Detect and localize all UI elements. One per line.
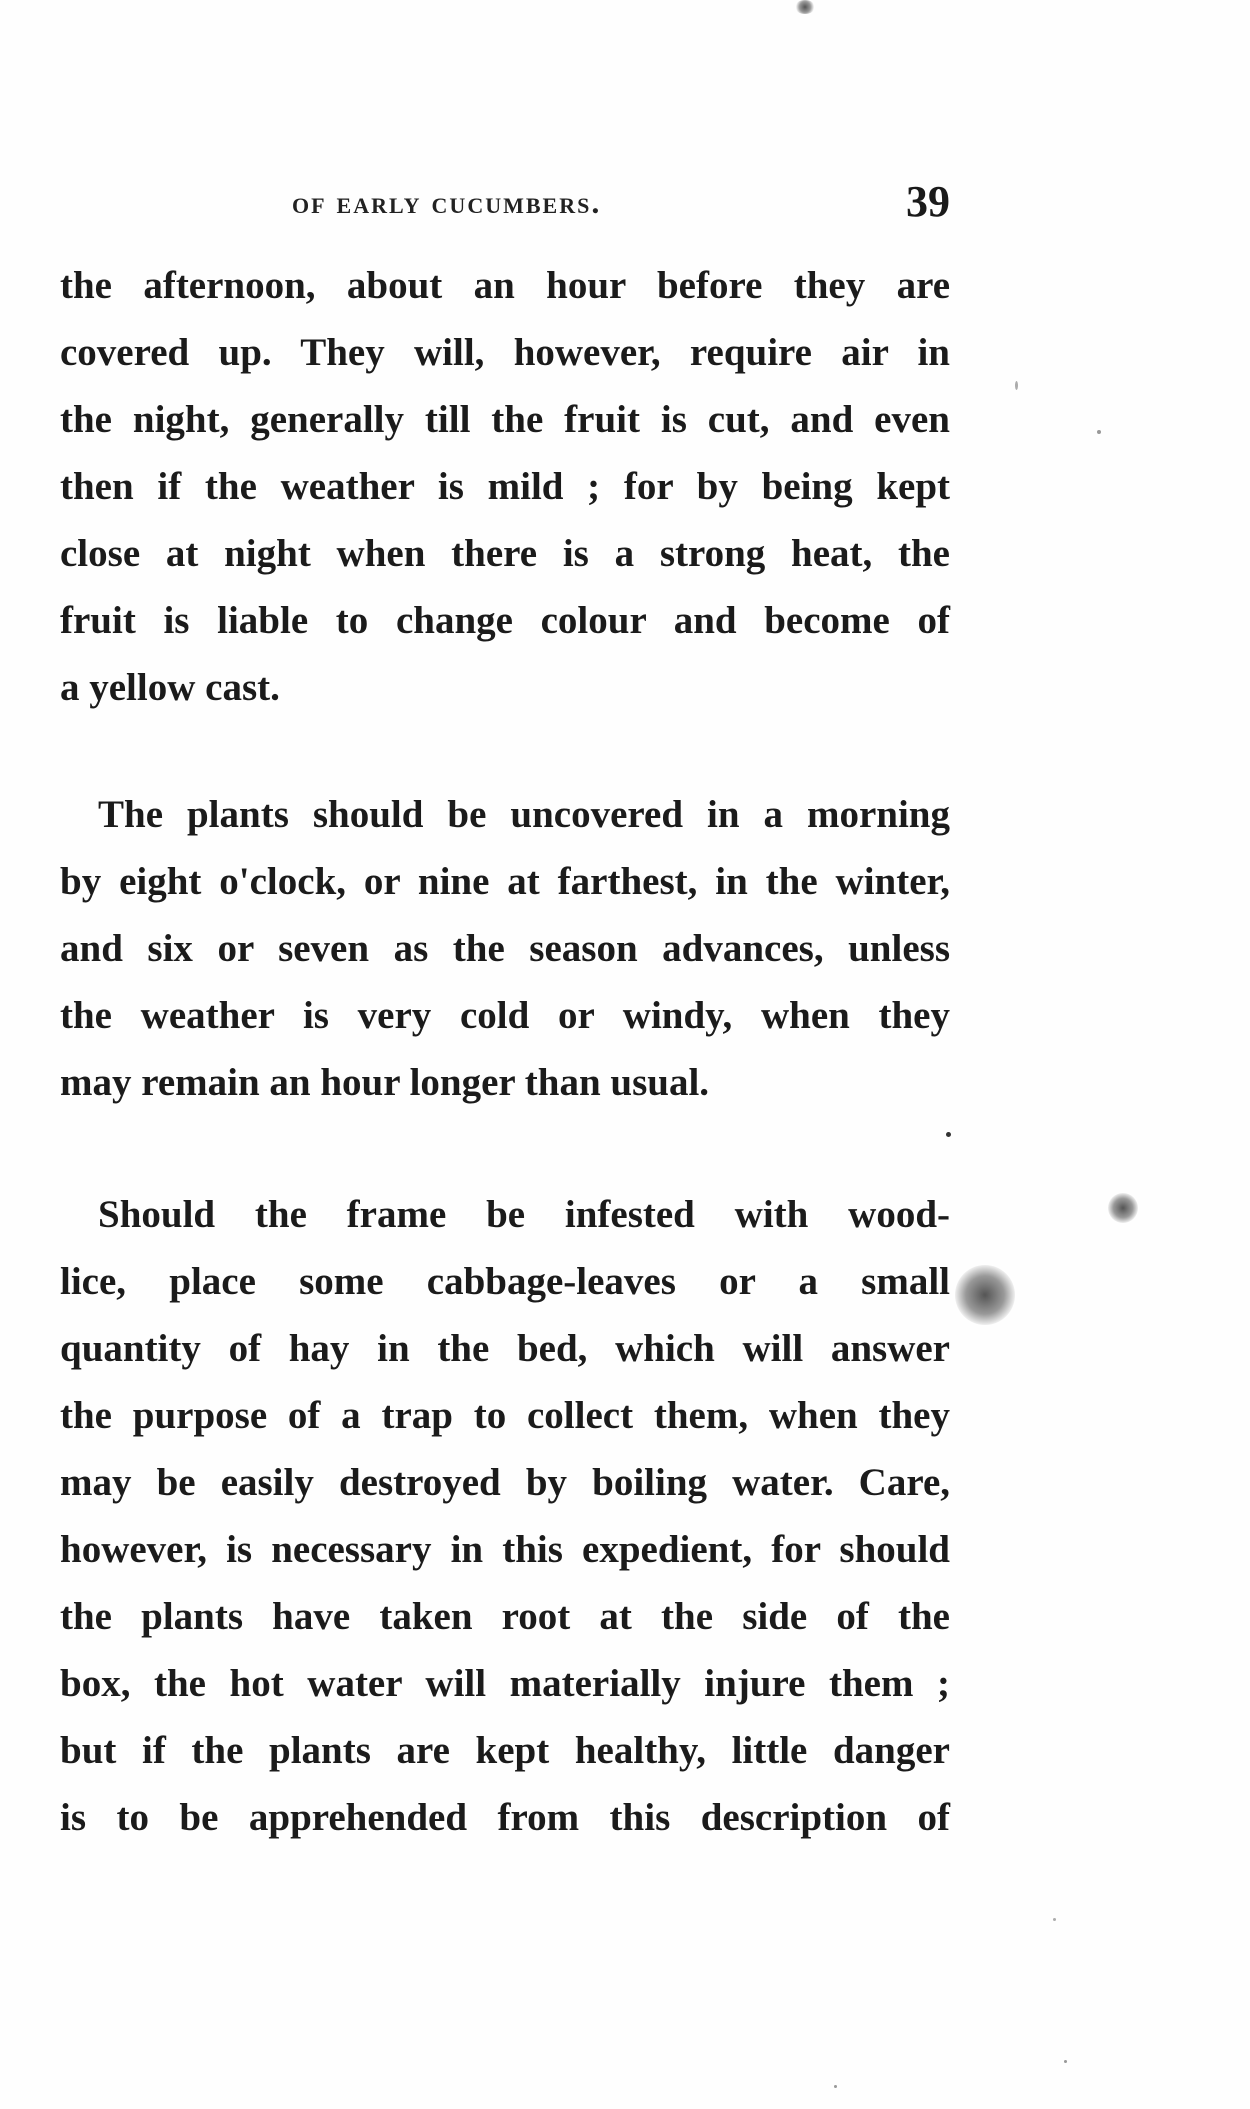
text-line: covered up. They will, however, require air in <box>60 331 950 374</box>
text-line: a yellow cast. <box>60 666 280 709</box>
paragraph-1 <box>60 252 950 721</box>
paragraph-2 <box>60 781 950 1116</box>
text-line: quantity of hay in the bed, which will answer <box>60 1327 950 1370</box>
text-line: but if the plants are kept healthy, little danger <box>60 1729 950 1772</box>
text-line: Should the frame be infested with wood- <box>98 1193 950 1236</box>
text-line: close at night when there is a strong heat, the <box>60 532 950 575</box>
text-line: may be easily destroyed by boiling water. Care, <box>60 1461 950 1504</box>
ink-dot <box>1053 1918 1056 1921</box>
page-number: 39 <box>906 177 950 226</box>
ink-dot <box>834 2085 837 2088</box>
running-head-title: of early cucumbers. <box>292 184 602 220</box>
running-head <box>60 176 950 236</box>
paragraph-3 <box>60 1181 950 1851</box>
ink-dot <box>1064 2060 1067 2063</box>
text-line: the afternoon, about an hour before they are <box>60 264 950 307</box>
text-line: and six or seven as the season advances, unless <box>60 927 950 970</box>
ink-dot <box>1015 381 1018 390</box>
text-line: fruit is liable to change colour and become of <box>60 599 950 642</box>
text-line: the plants have taken root at the side of the <box>60 1595 950 1638</box>
text-line: the weather is very cold or windy, when they <box>60 994 950 1037</box>
text-line: however, is necessary in this expedient, for should <box>60 1528 950 1571</box>
text-line: by eight o'clock, or nine at farthest, in the winter, <box>60 860 950 903</box>
ink-speck <box>1108 1193 1138 1223</box>
text-line: may remain an hour longer than usual. <box>60 1061 710 1104</box>
text-line: The plants should be uncovered in a morning <box>98 793 950 836</box>
text-line: the purpose of a trap to collect them, when they <box>60 1394 950 1437</box>
ink-speck <box>955 1265 1015 1325</box>
text-line: then if the weather is mild ; for by being kept <box>60 465 950 508</box>
ink-speck <box>795 0 815 14</box>
text-line: box, the hot water will materially injure them ; <box>60 1662 950 1705</box>
ink-dot <box>946 1132 951 1137</box>
text-line: is to be apprehended from this description of <box>60 1796 950 1839</box>
text-line: the night, generally till the fruit is cut, and even <box>60 398 950 441</box>
ink-dot <box>1097 430 1101 434</box>
text-line: lice, place some cabbage-leaves or a small <box>60 1260 950 1303</box>
